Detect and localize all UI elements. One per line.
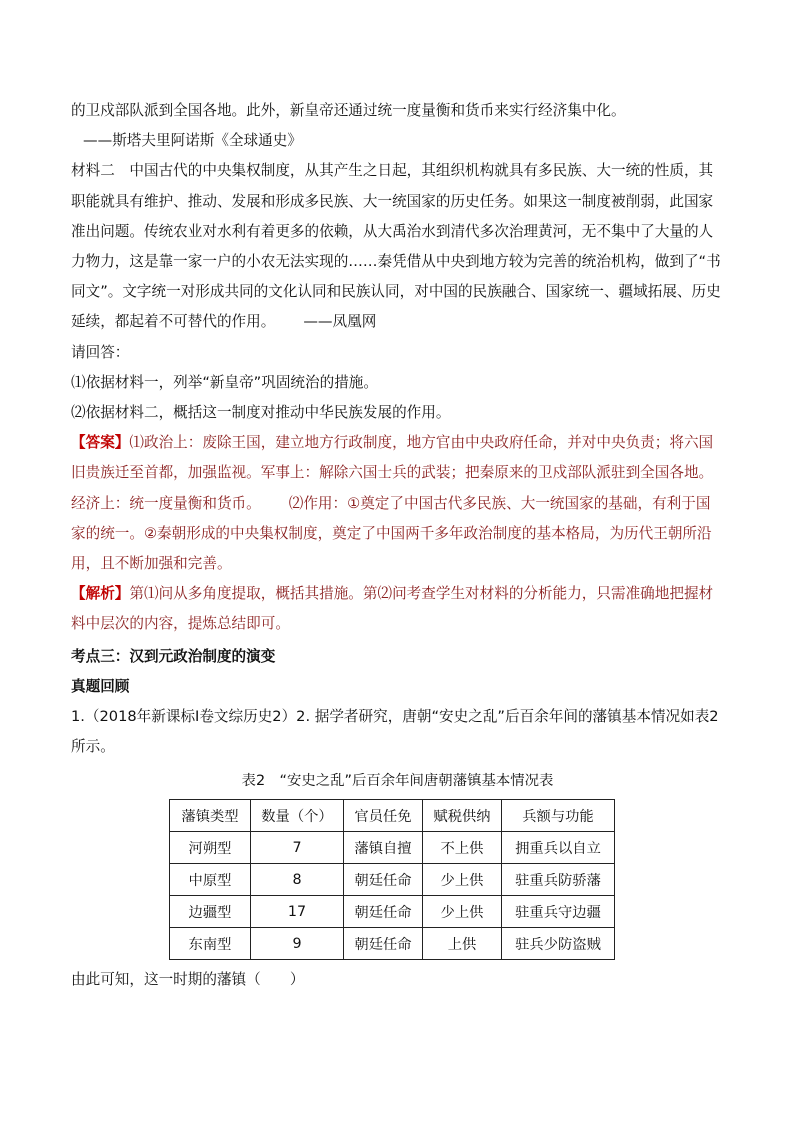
table-header-cell: 藩镇类型 [170, 800, 251, 832]
exam-question-text: 1.（2018年新课标Ⅰ卷文综历史2）2. 据学者研究，唐朝“安史之乱”后百余年间的藩镇基本情况如表2所示。 [71, 708, 719, 756]
section-subtitle: 真题回顾 [71, 677, 130, 695]
table-header-cell: 兵额与功能 [502, 800, 615, 832]
table-cell: 驻兵少防盗贼 [502, 928, 615, 960]
table-row [170, 832, 615, 864]
table-cell: 不上供 [423, 832, 502, 864]
table-header-cell: 赋税供纳 [423, 800, 502, 832]
answer-tag: 【答案】 [71, 434, 130, 452]
question-2: ⑵依据材料二，概括这一制度对推动中华民族发展的作用。 [71, 404, 451, 422]
table-cell: 驻重兵守边疆 [502, 896, 615, 928]
table-caption: 表2 “安史之乱”后百余年间唐朝藩镇基本情况表 [241, 773, 554, 790]
table-cell: 7 [251, 832, 344, 864]
answer-part-1: ⑴政治上：废除王国，建立地方行政制度，地方官由中央政府任命，并对中央负责；将六国旧贵族迁至首都，加强监视。军事上：解除六国士兵的武装；把秦原来的卫戍部队派驻到全国各地。经济上：统一度量衡和货币。 [71, 434, 714, 512]
question-follow-up: 由此可知，这一时期的藩镇（ ） [71, 971, 305, 989]
analysis-tag: 【解析】 [71, 585, 130, 603]
table-cell: 少上供 [423, 896, 502, 928]
table-cell: 驻重兵防骄藩 [502, 864, 615, 896]
material2-text: 材料二 中国古代的中央集权制度，从其产生之日起，其组织机构就具有多民族、大一统的性质，其职能就具有维护、推动、发展和形成多民族、大一统国家的历史任务。如果这一制度被削弱，此国家准出问题。传统农业对水利有着更多的依赖，从大禹治水到清代多次治理黄河，无不集中了大量的人力物力，这是靠一家一户的小农无法实现的……秦凭借从中央到地方较为完善的统治机构，做到了“书同文”。文字统一对形成共同的文化认同和民族认同，对中国的民族融合、国家统一、疆域拓展、历史延续，都起着不可替代的作用。 [71, 162, 721, 331]
table-cell: 拥重兵以自立 [502, 832, 615, 864]
table-header-cell: 官员任免 [344, 800, 423, 832]
table-cell: 边疆型 [170, 896, 251, 928]
material1-source: ——斯塔夫里阿诺斯《全球通史》 [83, 132, 302, 150]
answer-block [71, 428, 724, 579]
table-cell: 朝廷任命 [344, 864, 423, 896]
table-cell: 9 [251, 928, 344, 960]
table-container [71, 769, 724, 960]
table-cell: 8 [251, 864, 344, 896]
table-row [170, 928, 615, 960]
material1-tail: 的卫戍部队派到全国各地。此外，新皇帝还通过统一度量衡和货币来实行经济集中化。 [71, 102, 626, 119]
table-cell: 朝廷任命 [344, 896, 423, 928]
table-header-row [170, 800, 615, 832]
table-cell: 藩镇自擅 [344, 832, 423, 864]
table-cell: 朝廷任命 [344, 928, 423, 960]
table-cell: 17 [251, 896, 344, 928]
question-1: ⑴依据材料一，列举“新皇帝”巩固统治的措施。 [71, 373, 378, 391]
section-title: 考点三：汉到元政治制度的演变 [71, 647, 276, 665]
data-table [169, 799, 615, 960]
analysis-block [71, 579, 724, 639]
material2-source: ——凤凰网 [303, 313, 377, 331]
table-row [170, 896, 615, 928]
table-cell: 上供 [423, 928, 502, 960]
table-row [170, 864, 615, 896]
answer-prompt: 请回答： [71, 343, 130, 361]
table-cell: 少上供 [423, 864, 502, 896]
table-header-cell: 数量（个） [251, 800, 344, 832]
answer-part-2: ⑵作用：①奠定了中国古代多民族、大一统国家的基础，有利于国家的统一。②秦朝形成的中央集权制度，奠定了中国两千多年政治制度的基本格局，为历代王朝所沿用，且不断加强和完善。 [71, 494, 712, 573]
material2-paragraph [71, 156, 724, 337]
analysis-text: 第⑴问从多角度提取，概括其措施。第⑵问考查学生对材料的分析能力，只需准确地把握材料中层次的内容，提炼总结即可。 [71, 585, 714, 633]
table-cell: 河朔型 [170, 832, 251, 864]
table-cell: 中原型 [170, 864, 251, 896]
table-cell: 东南型 [170, 928, 251, 960]
